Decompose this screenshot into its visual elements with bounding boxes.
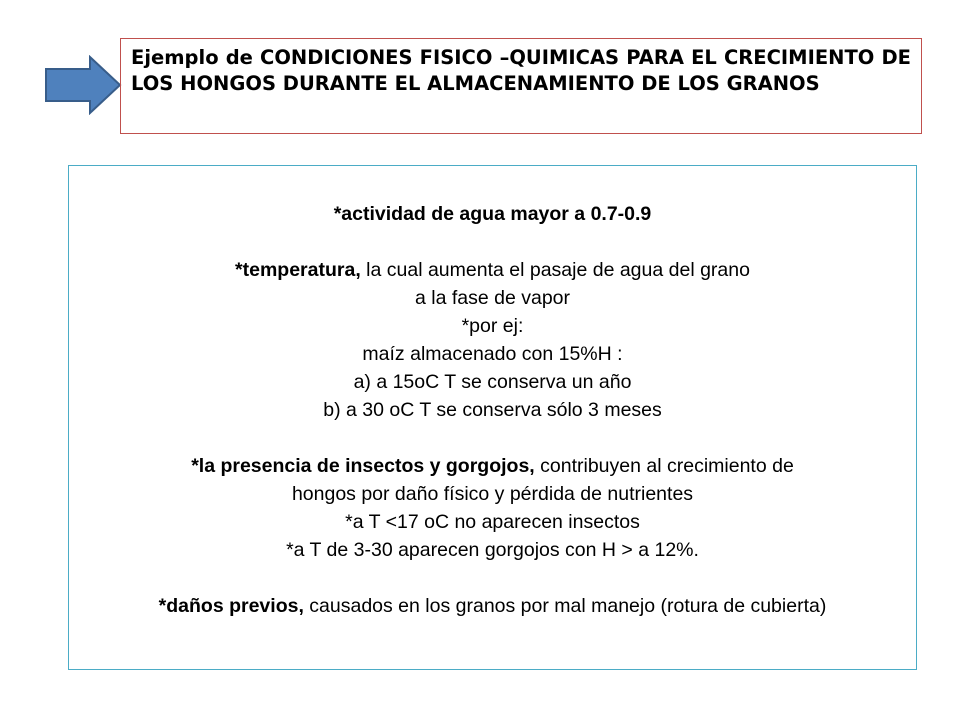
damage-line: *daños previos, causados en los granos por mal manejo (rotura de cubierta) bbox=[158, 595, 827, 617]
example-item-a: a) a 15oC T se conserva un año bbox=[353, 371, 632, 393]
right-arrow-icon bbox=[44, 55, 122, 115]
insects-line-4: *a T de 3-30 aparecen gorgojos con H > a 12%. bbox=[286, 539, 699, 561]
insects-line: *la presencia de insectos y gorgojos, contribuyen al crecimiento de bbox=[191, 455, 794, 477]
temperature-line: *temperatura, la cual aumenta el pasaje de agua del grano bbox=[235, 259, 750, 281]
slide-title: Ejemplo de CONDICIONES FISICO –QUIMICAS PARA EL CRECIMIENTO DE LOS HONGOS DURANTE EL ALMACENAMIENTO DE LOS GRANOS bbox=[131, 46, 911, 95]
example-intro: maíz almacenado con 15%H : bbox=[362, 343, 623, 365]
insects-line-2: hongos por daño físico y pérdida de nutrientes bbox=[291, 483, 694, 505]
title-box bbox=[120, 38, 922, 134]
arrow-shape bbox=[46, 57, 120, 113]
example-label: *por ej: bbox=[461, 315, 524, 337]
water-activity-line: *actividad de agua mayor a 0.7-0.9 bbox=[333, 203, 652, 225]
content-box bbox=[68, 165, 917, 670]
insects-line-3: *a T <17 oC no aparecen insectos bbox=[345, 511, 640, 533]
temperature-line-2: a la fase de vapor bbox=[414, 287, 571, 309]
example-item-b: b) a 30 oC T se conserva sólo 3 meses bbox=[323, 399, 662, 421]
